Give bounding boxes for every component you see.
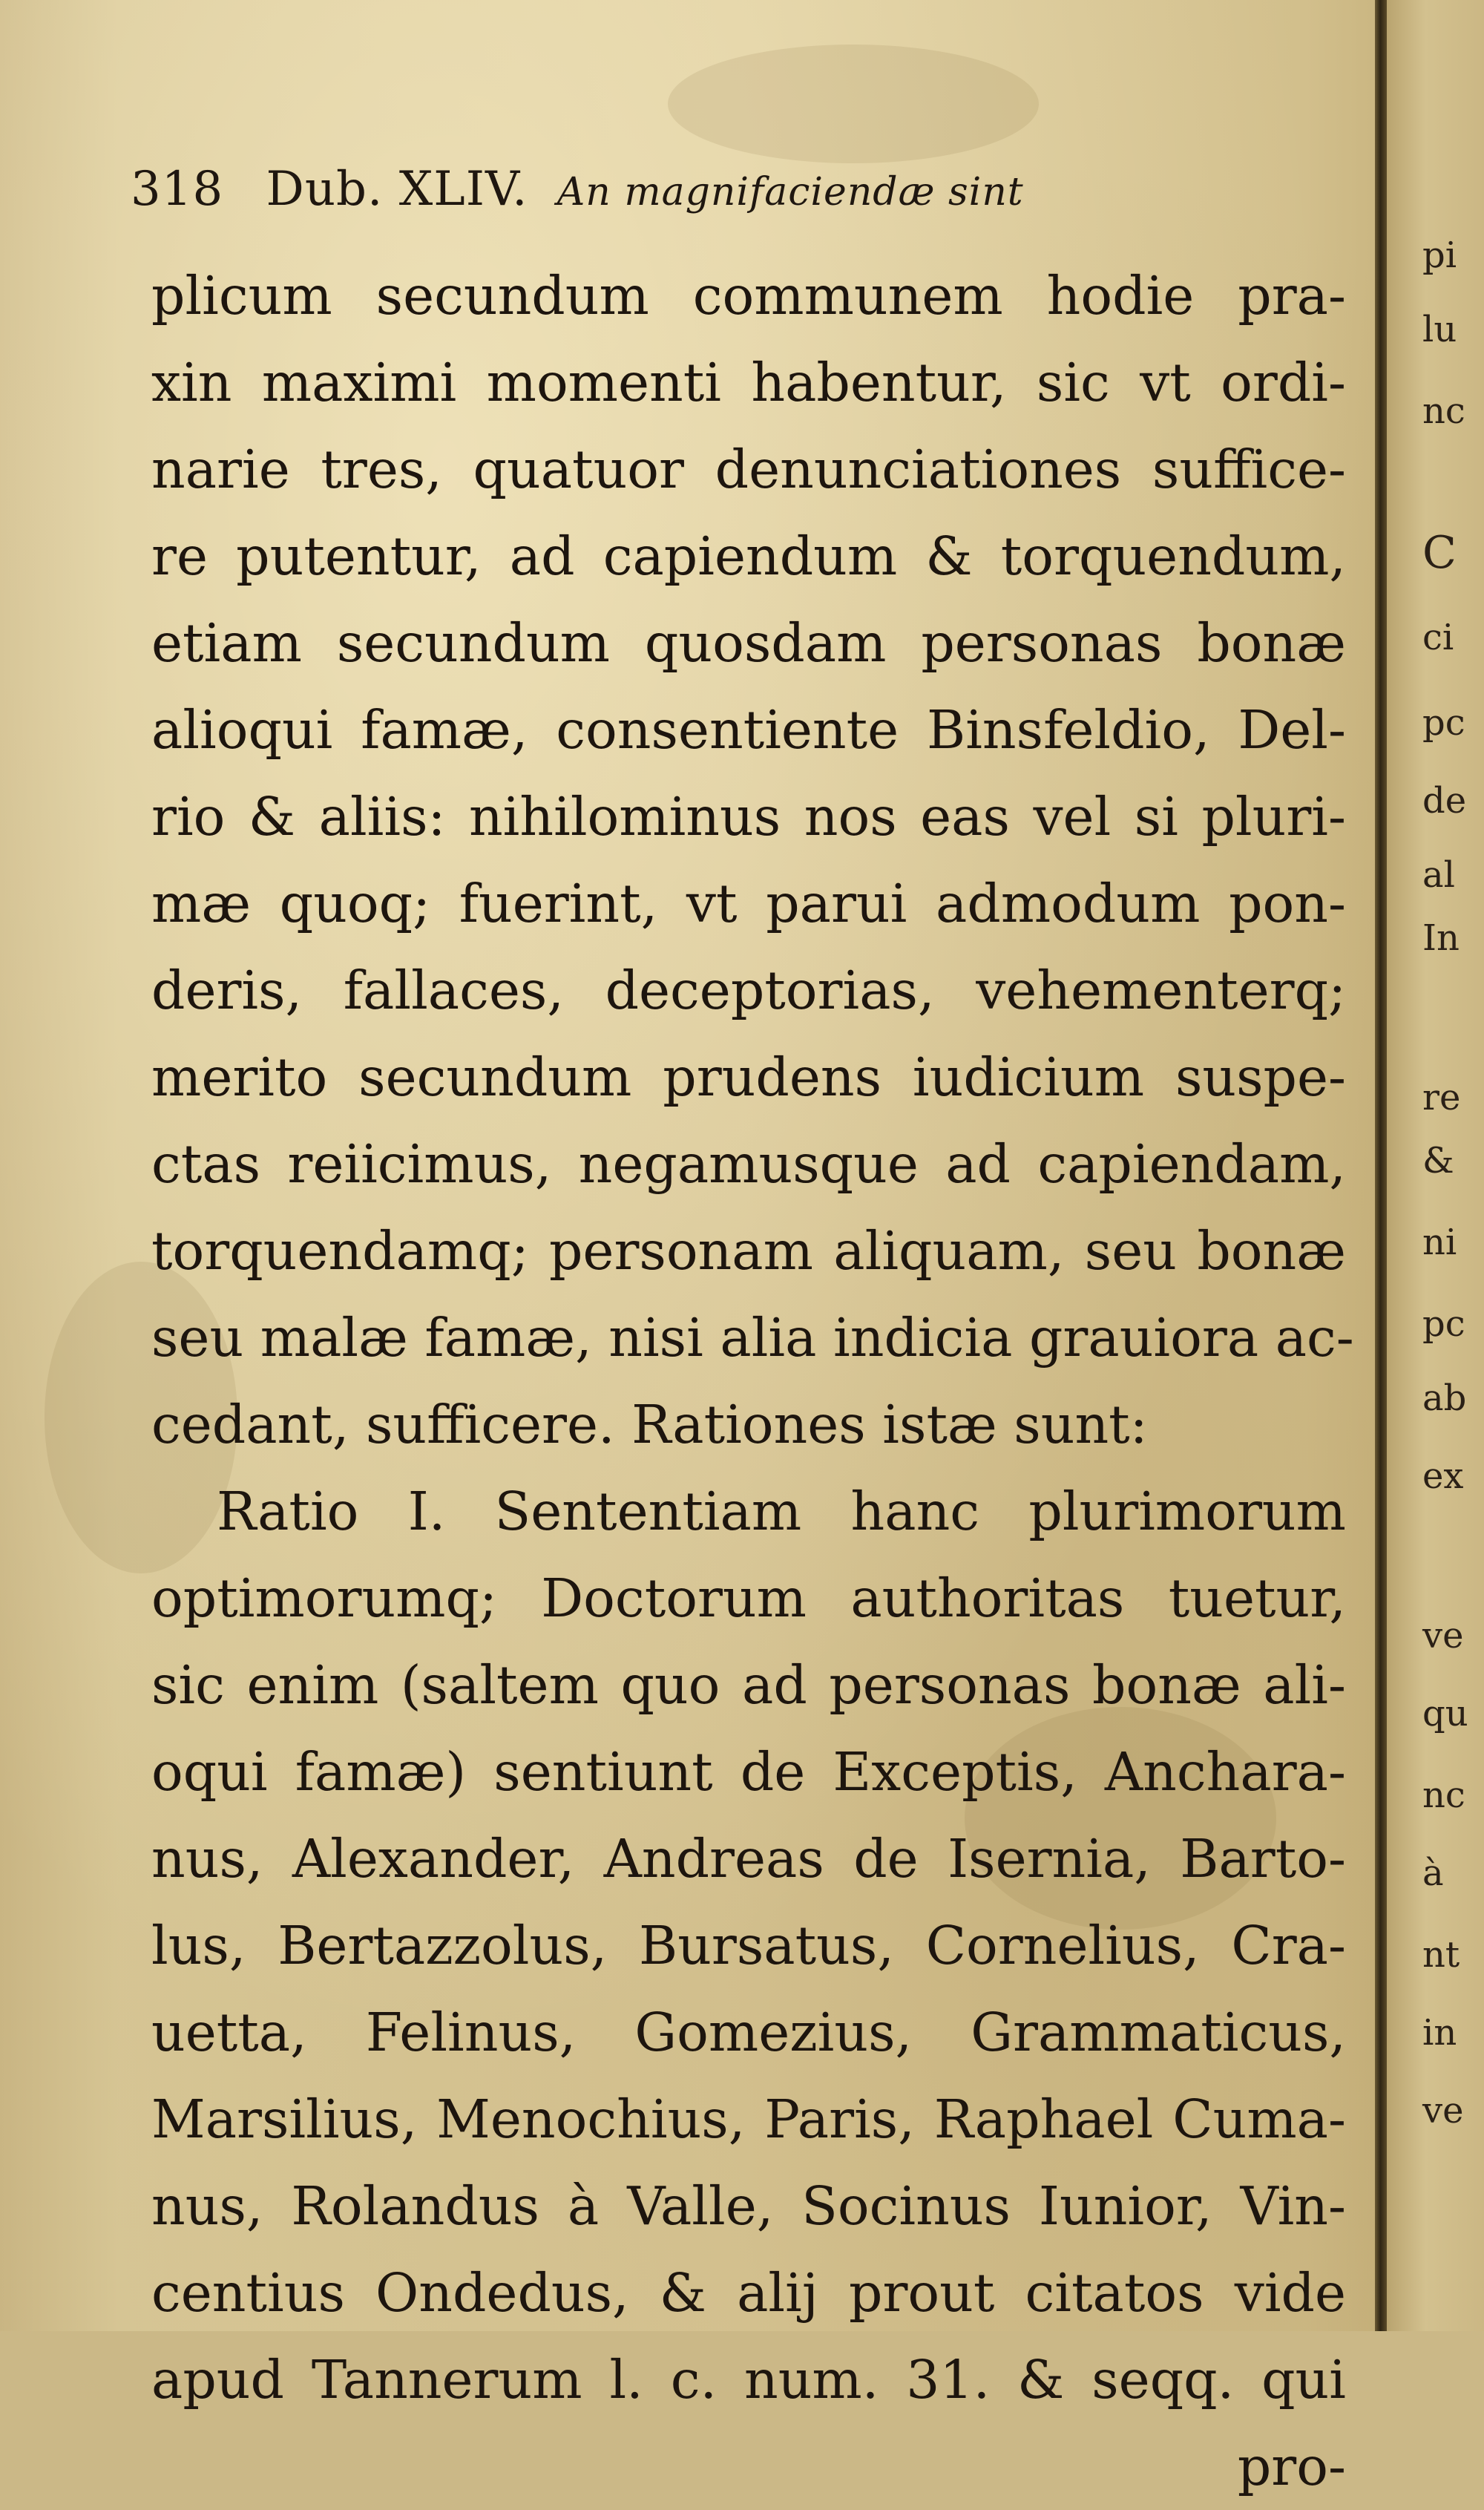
text-line: alioqui famæ, consentiente Binsfeldio, Del- (151, 699, 1346, 761)
text-line: uetta, Felinus, Gomezius, Grammaticus, (151, 2002, 1346, 2063)
facing-fragment: re (1422, 1077, 1461, 1118)
facing-page-edge (1387, 0, 1484, 2331)
facing-fragment: ex (1422, 1455, 1464, 1497)
text-line: deris, fallaces, deceptorias, vehementerq; (151, 960, 1346, 1021)
facing-fragment: In (1422, 917, 1460, 959)
text-line: cedant, sufficere. Rationes istæ sunt: (151, 1394, 1148, 1455)
page-number: 318 (131, 162, 224, 217)
text-line: merito secundum prudens iudicium suspe- (151, 1046, 1346, 1108)
text-line: seu malæ famæ, nisi alia indicia grauiora ac- (151, 1307, 1354, 1369)
text-line: Marsilius, Menochius, Paris, Raphael Cuma- (151, 2088, 1346, 2150)
text-line: nus, Rolandus à Valle, Socinus Iunior, Vin- (151, 2175, 1346, 2237)
text-line: xin maximi momenti habentur, sic vt ordi- (151, 352, 1346, 413)
facing-fragment: lu (1422, 309, 1457, 350)
text-line: torquendamq; personam aliquam, seu bonæ (151, 1220, 1346, 1282)
book-gutter (1375, 0, 1387, 2331)
section-title: Dub. XLIV. (266, 162, 528, 217)
catchword: pro- (1237, 2436, 1346, 2497)
text-line: mæ quoq; fuerint, vt parui admodum pon- (151, 873, 1346, 934)
text-line: Ratio I. Sententiam hanc plurimorum (217, 1481, 1346, 1542)
facing-fragment: in (1422, 2012, 1457, 2054)
body-text (151, 252, 1354, 2510)
running-head: An magnifaciendæ sint (556, 170, 1024, 214)
text-line: sic enim (saltem quo ad personas bonæ ali- (151, 1654, 1346, 1716)
text-line: optimorumq; Doctorum authoritas tuetur, (151, 1567, 1346, 1629)
page-header (131, 162, 1024, 217)
facing-fragment: nc (1422, 390, 1465, 432)
facing-fragment: C (1422, 527, 1457, 579)
facing-fragment: ve (1422, 2090, 1464, 2131)
facing-fragment: pi (1422, 235, 1457, 276)
facing-fragment: ni (1422, 1222, 1457, 1263)
text-line: plicum secundum communem hodie pra- (151, 265, 1346, 327)
facing-fragment: ve (1422, 1615, 1464, 1657)
facing-fragment: & (1422, 1140, 1454, 1182)
text-line: apud Tannerum l. c. num. 31. & seqq. qui (151, 2349, 1346, 2411)
facing-fragment: de (1422, 780, 1467, 822)
text-line: nus, Alexander, Andreas de Isernia, Barto- (151, 1828, 1346, 1890)
text-line: ctas reiicimus, negamusque ad capiendam, (151, 1133, 1346, 1195)
facing-fragment: à (1422, 1852, 1444, 1894)
text-line: oqui famæ) sentiunt de Exceptis, Anchara- (151, 1741, 1346, 1803)
text-line: rio & aliis: nihilominus nos eas vel si pluri- (151, 786, 1346, 848)
facing-fragment: nt (1422, 1934, 1460, 1976)
facing-fragment: ab (1422, 1377, 1467, 1419)
facing-fragment: pc (1422, 702, 1465, 744)
text-line: re putentur, ad capiendum & torquendum, (151, 525, 1346, 587)
paper-stain (668, 45, 1039, 163)
text-line: etiam secundum quosdam personas bonæ (151, 612, 1346, 674)
facing-fragment: qu (1422, 1693, 1468, 1734)
facing-fragment: nc (1422, 1775, 1465, 1816)
facing-fragment: pc (1422, 1303, 1465, 1345)
text-line: lus, Bertazzolus, Bursatus, Cornelius, Cra- (151, 1915, 1346, 1976)
text-line: narie tres, quatuor denunciationes suffice- (151, 439, 1346, 500)
text-line: centius Ondedus, & alij prout citatos vide (151, 2262, 1346, 2324)
facing-fragment: al (1422, 854, 1455, 896)
facing-fragment: ci (1422, 617, 1454, 658)
